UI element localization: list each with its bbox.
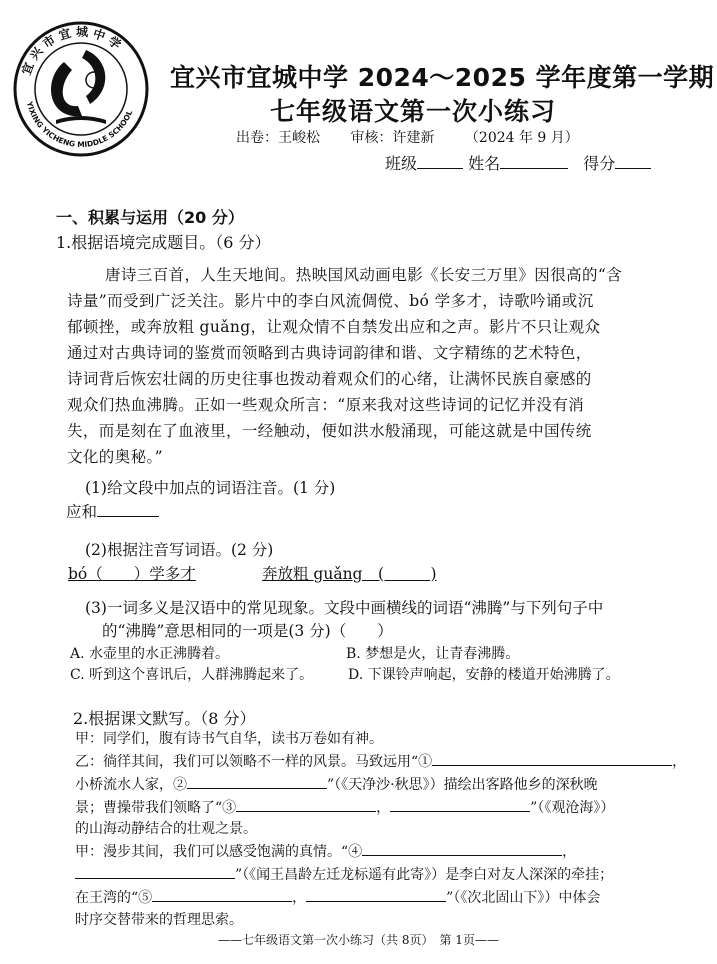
dictation-text: ”（《天净沙·秋思》）描绘出客路他乡的深秋晚 bbox=[327, 777, 598, 793]
score-label: 得分 bbox=[583, 154, 616, 173]
class-label: 班级 bbox=[385, 154, 418, 173]
passage-line: 失，而是刻在了血液里，一经触动，便如洪水般涌现，可能这就是中国传统 bbox=[67, 422, 592, 440]
dictation-blank-2[interactable] bbox=[187, 776, 327, 789]
student-info-fields bbox=[385, 151, 651, 174]
dictation-text: ， bbox=[292, 890, 307, 906]
passage-line: 文化的奥秘。” bbox=[67, 448, 163, 466]
svg-text:宜 兴 市 宜 城 中 学: 宜 兴 市 宜 城 中 学 bbox=[19, 24, 124, 77]
exam-meta bbox=[236, 127, 605, 147]
question-1-title: 1.根据语境完成题目。（6 分） bbox=[56, 233, 271, 252]
pinyin-blank-a[interactable]: bó（ ）学多才 bbox=[68, 565, 196, 583]
passage-line: 郁顿挫，或奔放粗 guǎng，让观众情不自禁发出应和之声。影片不只让观众 bbox=[67, 318, 601, 336]
answer-blank[interactable] bbox=[97, 502, 159, 517]
exam-date: （2024 年 9 月） bbox=[464, 130, 579, 146]
dictation-text: ”（《次北固山下》）中体会 bbox=[446, 890, 601, 906]
dictation-blank-5b[interactable] bbox=[306, 889, 446, 902]
pinyin-blank-b[interactable]: 奔放粗 guǎng ( ) bbox=[262, 565, 437, 583]
page-footer: ——七年级语文第一次小练习（共 8页） 第 1页—— bbox=[218, 933, 499, 947]
dictation-blank-1[interactable] bbox=[432, 753, 672, 766]
passage-line: 观众们热血沸腾。正如一些观众所言：“原来我对这些诗词的记忆并没有消 bbox=[67, 396, 585, 414]
dictation-text: 甲：漫步其间，我们可以感受饱满的真情。“④ bbox=[75, 844, 363, 860]
dictation-text: ”（《观沧海》） bbox=[530, 800, 615, 816]
dictation-line bbox=[75, 797, 614, 817]
option-d[interactable]: D. 下课铃声响起，安静的楼道开始沸腾了。 bbox=[348, 667, 620, 683]
passage-line: 诗量”而受到广泛关注。影片中的李白风流倜傥、bó 学多才，诗歌吟诵或沉 bbox=[67, 292, 594, 310]
dictation-line: 乙：徜徉其间，我们可以领略不一样的风景。马致远用“① ， bbox=[75, 754, 687, 770]
exam-title-line1: 宜兴市宜城中学 2024～2025 学年度第一学期 bbox=[170, 63, 715, 92]
reviewer-label: 审核：许建新 bbox=[350, 130, 435, 146]
dictation-blank-3b[interactable] bbox=[390, 799, 530, 812]
sub-question-3-line2: 的“沸腾”意思相同的一项是(3 分)（ ） bbox=[102, 622, 393, 640]
option-a[interactable]: A. 水壶里的水正沸腾着。 bbox=[70, 646, 230, 662]
sub-question-2: (2)根据注音写词语。(2 分) bbox=[85, 541, 274, 559]
passage-line: 通过对古典诗词的鉴赏而领略到古典诗词韵律和谐、文字精练的艺术特色， bbox=[67, 344, 592, 362]
dictation-text: ”（《闻王昌龄左迁龙标遥有此寄》）是李白对友人深深的牵挂； bbox=[235, 867, 614, 883]
dictation-blank-3a[interactable] bbox=[236, 799, 376, 812]
dictation-line bbox=[75, 774, 598, 794]
passage-line: 诗词背后恢宏壮阔的历史往事也拨动着观众们的心绪，让满怀民族自豪感的 bbox=[67, 370, 592, 388]
dictation-text: ， bbox=[562, 844, 577, 860]
name-field[interactable] bbox=[500, 154, 568, 169]
sub-question-3-line1: (3)一词多义是汉语中的常见现象。文段中画横线的词语“沸腾”与下列句子中 bbox=[85, 599, 604, 617]
school-seal-logo bbox=[12, 20, 150, 158]
name-label: 姓名 bbox=[468, 154, 501, 173]
dictation-text: 小桥流水人家，② bbox=[75, 777, 187, 793]
question-2-title: 2.根据课文默写。（8 分） bbox=[73, 709, 256, 728]
passage-line: 唐诗三百首，人生天地间。热映国风动画电影《长安三万里》因很高的“含 bbox=[105, 266, 623, 284]
dictation-blank-4b[interactable] bbox=[75, 866, 235, 879]
dictation-blank-5a[interactable] bbox=[152, 889, 292, 902]
option-b[interactable]: B. 梦想是火，让青春沸腾。 bbox=[346, 646, 520, 662]
dictation-text: 乙：徜徉其间，我们可以领略不一样的风景。马致远用“① bbox=[75, 754, 433, 770]
dictation-line bbox=[75, 841, 576, 861]
dictation-text: 景；曹操带我们领略了“③ bbox=[75, 800, 237, 816]
sub-question-1: (1)给文段中加点的词语注音。(1 分) bbox=[85, 479, 336, 497]
word-to-annotate: 应和 bbox=[66, 503, 98, 521]
dictation-blank-4a[interactable] bbox=[362, 843, 562, 856]
exam-title-line2: 七年级语文第一次小练习 bbox=[270, 97, 557, 126]
option-c[interactable]: C. 听到这个喜讯后，人群沸腾起来了。 bbox=[70, 667, 314, 683]
dictation-line bbox=[75, 864, 613, 884]
dictation-text: 在王湾的“⑤ bbox=[75, 890, 153, 906]
score-field[interactable] bbox=[615, 154, 651, 169]
dictation-line bbox=[75, 887, 600, 907]
reading-passage bbox=[67, 262, 685, 470]
sub-question-1-answer bbox=[66, 500, 159, 522]
dictation-text: ， bbox=[376, 800, 391, 816]
sub-question-2-item-a bbox=[68, 562, 196, 584]
svg-text:YIXING YICHENG MIDDLE SCHOOL: YIXING YICHENG MIDDLE SCHOOL bbox=[24, 100, 135, 150]
section-1-heading: 一、积累与运用（20 分） bbox=[56, 208, 244, 227]
setter-label: 出卷：王峻松 bbox=[236, 130, 320, 146]
dictation-line: 的山海动静结合的壮观之景。 bbox=[75, 821, 257, 837]
sub-question-2-item-b bbox=[262, 562, 437, 584]
dictation-line: 甲：同学们，腹有诗书气自华，读书万卷如有神。 bbox=[75, 731, 383, 747]
dictation-line: 时序交替带来的哲理思索。 bbox=[75, 912, 243, 928]
class-field[interactable] bbox=[417, 154, 463, 169]
